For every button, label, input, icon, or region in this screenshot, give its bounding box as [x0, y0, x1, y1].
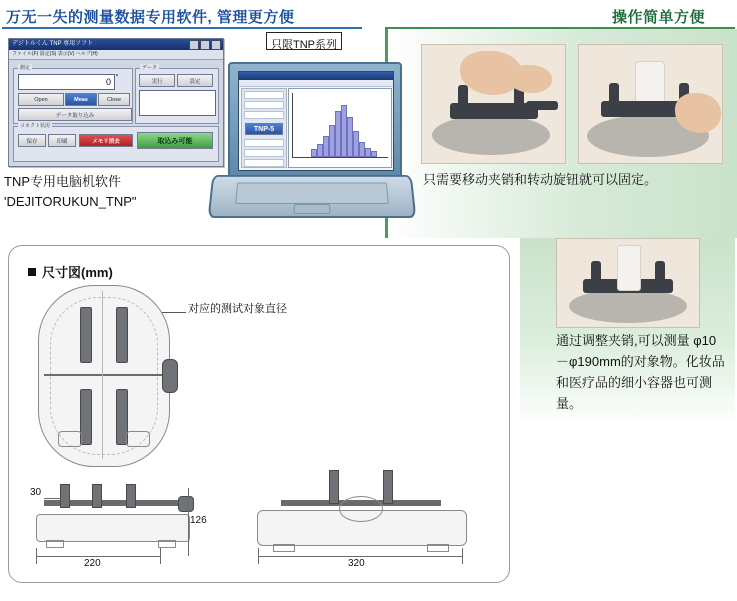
- dim-width-220: 220: [84, 558, 101, 569]
- software-window[interactable]: [8, 38, 224, 167]
- software-caption-line1: TNP专用电脑机软件: [4, 174, 122, 189]
- dim-line-height: [188, 488, 189, 556]
- value-display[interactable]: 0: [18, 74, 115, 90]
- dim-line-width-top: [36, 556, 160, 557]
- close-button[interactable]: Close: [98, 93, 130, 106]
- screen-left-pane: [241, 88, 287, 168]
- meas-button[interactable]: Meas: [65, 93, 97, 106]
- screen-menubar: [239, 80, 393, 87]
- dim-line-width-front: [258, 556, 462, 557]
- photo-caption-clamp: 只需要移动夹销和转动旋钮就可以固定。: [423, 172, 658, 187]
- save-button[interactable]: 保存: [18, 134, 46, 147]
- front-foot-left: [273, 544, 295, 552]
- side-body: [36, 514, 190, 542]
- page-title-left: 万无一失的测量数据专用软件, 管理更方便: [6, 9, 295, 26]
- measure-group-label: 測定: [20, 65, 31, 71]
- foot-left: [58, 431, 82, 447]
- dim-height-126: 126: [190, 515, 207, 526]
- front-turntable: [339, 496, 383, 522]
- side-pin-b: [92, 484, 102, 508]
- knob: [162, 359, 178, 393]
- dim-width-320: 320: [348, 558, 365, 569]
- config-button[interactable]: 設定: [177, 74, 213, 87]
- maximize-icon[interactable]: [200, 40, 210, 50]
- clamp-pin-b: [116, 307, 128, 363]
- data-group-label: データ: [142, 65, 158, 71]
- front-pin-b: [383, 470, 393, 504]
- dim-line-small: [44, 498, 62, 499]
- spacer: [116, 74, 118, 76]
- side-pin-c: [126, 484, 136, 508]
- laptop-screen: [238, 71, 394, 171]
- side-knob: [178, 496, 194, 512]
- photo-hand-adjusting-clamp-pin: [421, 44, 566, 164]
- minimize-icon[interactable]: [189, 40, 199, 50]
- top-center-line-h: [44, 374, 162, 376]
- drawing-front-view: [255, 470, 470, 565]
- front-pin-a: [329, 470, 339, 504]
- dim-height-30: 30: [30, 487, 42, 498]
- dim-ext-right2: [462, 548, 463, 564]
- dim-ext-right: [160, 548, 161, 564]
- photo-container-on-turntable: [556, 238, 700, 328]
- drawing-top-view: [30, 285, 180, 465]
- model-badge: TNP-5: [245, 123, 283, 135]
- laptop-base: [208, 175, 417, 218]
- foot-right: [126, 431, 150, 447]
- laptop-lid: [228, 62, 402, 184]
- laptop-illustration: [210, 62, 410, 222]
- side-foot-right: [158, 540, 176, 548]
- clamp-pin-a: [80, 307, 92, 363]
- read-data-button[interactable]: データ取り込み: [18, 108, 132, 121]
- photo-caption-range: 通过调整夹销,可以测量 φ10－φ190mm的对象物。化妆品和医疗品的细小容器也可测量。: [556, 333, 725, 411]
- bullet-square-icon: [28, 268, 36, 276]
- dimension-panel-title: 尺寸図(mm): [28, 262, 113, 281]
- data-list[interactable]: [139, 90, 216, 116]
- software-caption: [4, 172, 137, 212]
- laptop-touchpad: [294, 204, 331, 214]
- dim-ext-left2: [258, 548, 259, 564]
- dim-ext-left: [36, 548, 37, 564]
- close-icon[interactable]: [211, 40, 221, 50]
- window-title: デジトルくん TNP 専用ソフト: [12, 41, 94, 47]
- top-center-line-v: [102, 291, 103, 459]
- window-controls[interactable]: [189, 40, 223, 50]
- connect-group-label: コネクト状況: [20, 123, 51, 129]
- print-button[interactable]: 印刷: [48, 134, 76, 147]
- front-foot-right: [427, 544, 449, 552]
- clear-memory-button[interactable]: メモリ消去: [79, 134, 133, 147]
- side-foot-left: [46, 540, 64, 548]
- histogram-bars: [293, 105, 387, 157]
- exec-button[interactable]: 実行: [139, 74, 175, 87]
- laptop-keyboard: [235, 183, 388, 204]
- window-body: [9, 60, 223, 165]
- window-titlebar: [9, 39, 223, 50]
- side-pin-a: [60, 484, 70, 508]
- window-menubar[interactable]: ファイル(F) 設定(S) 表示(V) ヘルプ(H): [9, 50, 223, 60]
- status-badge: 取込み可能: [137, 132, 213, 149]
- screen-histogram: [288, 88, 392, 168]
- diameter-callout: 对应的测试对象直径: [188, 303, 287, 315]
- tnp-series-note: 只限TNP系列: [271, 39, 337, 51]
- screen-titlebar: [239, 72, 393, 80]
- drawing-side-view: [30, 470, 200, 565]
- page-title-right: 操作简单方便: [612, 9, 706, 26]
- software-caption-line2: 'DEJITORUKUN_TNP": [4, 194, 137, 209]
- open-button[interactable]: Open: [18, 93, 64, 106]
- photo-bottle-clamped-on-plate: [578, 44, 723, 164]
- divider-left: [2, 27, 362, 29]
